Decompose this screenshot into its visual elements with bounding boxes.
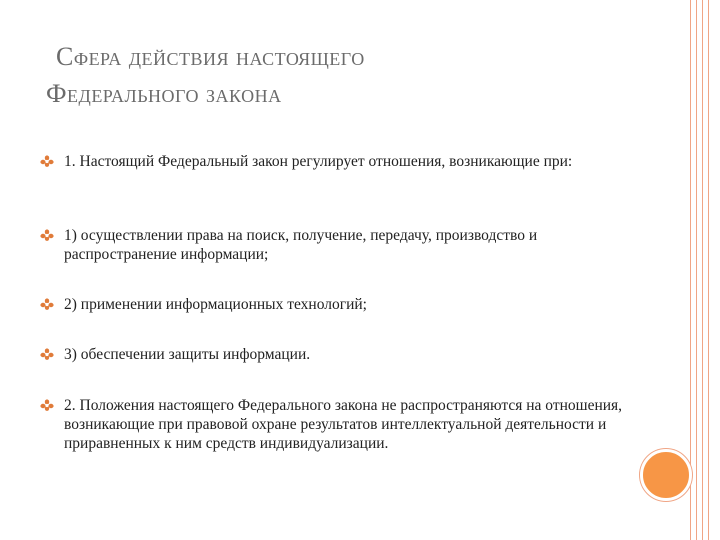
accent-circle xyxy=(640,449,692,501)
flower-icon xyxy=(40,399,54,411)
flower-icon xyxy=(40,298,54,310)
slide-title-line-2: Федерального закона xyxy=(46,79,282,108)
flower-icon xyxy=(40,348,54,360)
frame-line-4 xyxy=(708,0,709,540)
bullet-text: 1. Настоящий Федеральный закон регулирует отношения, возникающие при: xyxy=(64,153,573,170)
flower-icon xyxy=(40,155,54,167)
frame-line-1 xyxy=(690,0,691,540)
flower-icon xyxy=(40,229,54,241)
frame-line-2 xyxy=(696,0,697,540)
slide-title-line-1: Сфера действия настоящего xyxy=(56,42,365,71)
bullet-text: 2) применении информационных технологий; xyxy=(64,296,367,313)
bullet-text: 3) обеспечении защиты информации. xyxy=(64,346,311,363)
frame-line-3 xyxy=(702,0,703,540)
bullet-text: 2. Положения настоящего Федерального закона не распространяются на отношения, возникающие при правовой охране результатов интеллектуальной деятельности и приравненных к ним средств индивидуализации. xyxy=(64,397,623,452)
slide-title xyxy=(46,38,566,112)
bullet-text: 1) осуществлении права на поиск, получение, передачу, производство и распространение информации; xyxy=(64,227,538,263)
